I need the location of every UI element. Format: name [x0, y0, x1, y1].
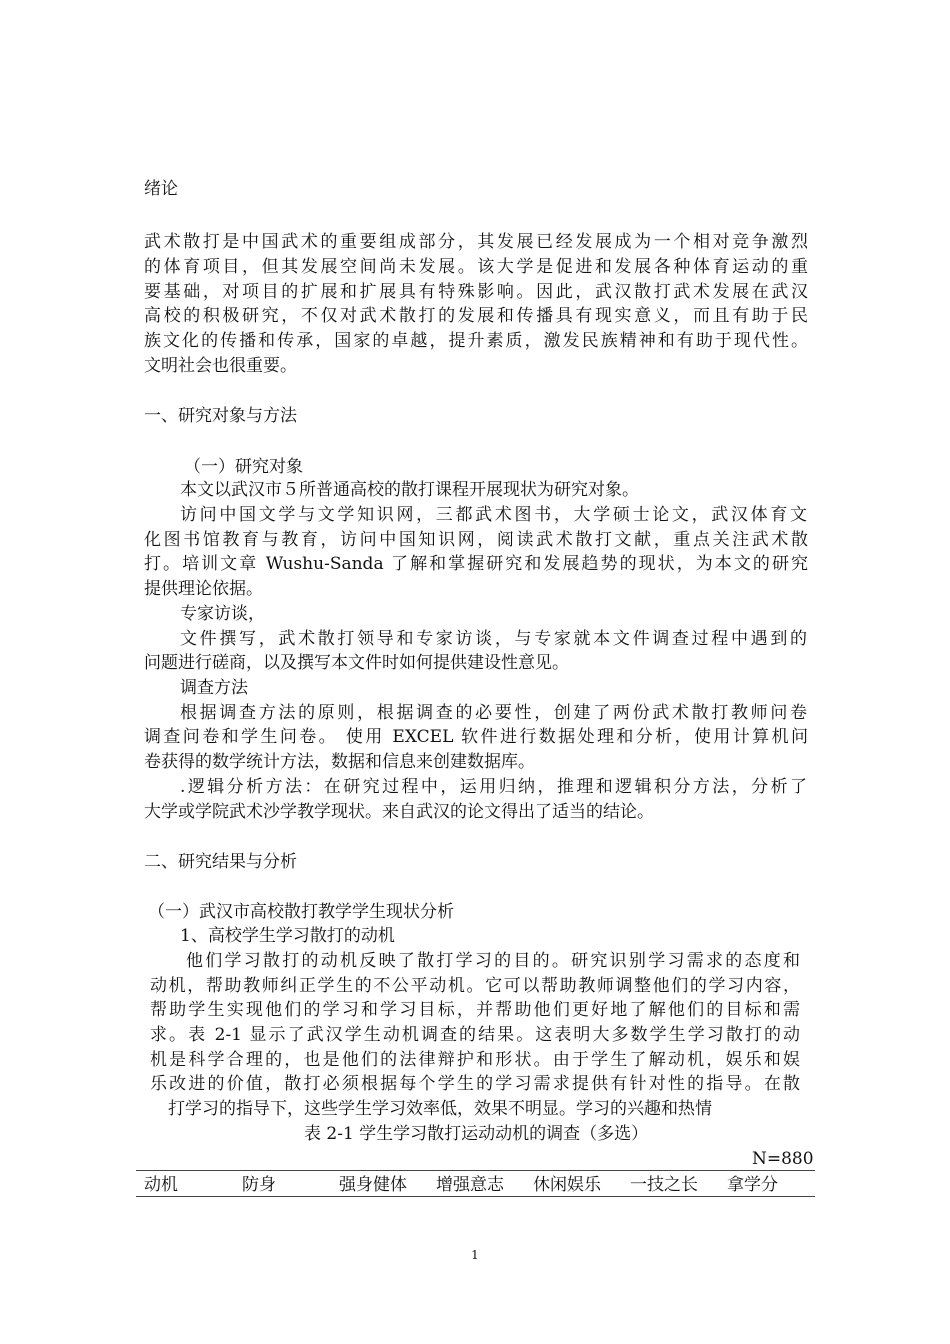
- sub2-heading: （一）武汉市高校散打教学学生现状分析: [148, 902, 454, 922]
- survey-line: 根据调查方法的原则，根据调查的必要性，创建了两份武术散打教师问卷: [180, 703, 807, 723]
- survey-heading: 调查方法: [180, 678, 248, 698]
- table-header-rule: [136, 1196, 815, 1197]
- intro-line: 武术散打是中国武术的重要组成部分，其发展已经发展成为一个相对竞争激烈: [144, 232, 808, 252]
- lit-line: 访问中国文学与文学知识网，三都武术图书，大学硕士论文，武汉体育文: [180, 505, 807, 525]
- table-header-cell: 拿学分: [727, 1175, 778, 1195]
- section2-heading: 二、研究结果与分析: [144, 852, 297, 872]
- intro-heading: 绪论: [144, 179, 178, 199]
- expert-line: 文件撰写，武术散打领导和专家访谈，与专家就本文件调查过程中遇到的: [180, 629, 807, 649]
- motive-line: 打学习的指导下，这些学生学习效率低，效果不明显。学习的兴趣和热情: [168, 1099, 712, 1119]
- motive-line: 机是科学合理的，也是他们的法律辩护和形状。由于学生了解动机，娱乐和娱: [150, 1050, 800, 1070]
- table-top-rule: [136, 1170, 815, 1171]
- sub2-item: 1、高校学生学习散打的动机: [180, 926, 395, 946]
- intro-line: 文明社会也很重要。: [144, 356, 297, 376]
- intro-line: 的体育项目，但其发展空间尚未发展。该大学是促进和发展各种体育运动的重: [144, 257, 808, 277]
- intro-line: 高校的积极研究，不仅对武术散打的发展和传播具有现实意义，而且有助于民: [144, 306, 808, 326]
- sub1-heading: （一）研究对象: [184, 457, 303, 477]
- motive-line: 他们学习散打的动机反映了散打学习的目的。研究识别学习需求的态度和: [186, 951, 800, 971]
- table-header-cell: 动机: [144, 1175, 178, 1195]
- lit-line: 化图书馆教育与教育，访问中国知识网，阅读武术散打文献，重点关注武术散: [144, 530, 808, 550]
- motive-line: 求。表 2-1 显示了武汉学生动机调查的结果。这表明大多数学生学习散打的动: [150, 1025, 800, 1045]
- lit-line: 提供理论依据。: [144, 579, 263, 599]
- expert-line: 问题进行磋商，以及撰写本文件时如何提供建设性意见。: [144, 653, 569, 673]
- table-n: N=880: [752, 1149, 814, 1169]
- intro-line: 要基础，对项目的扩展和扩展具有特殊影响。因此，武汉散打武术发展在武汉: [144, 282, 808, 302]
- intro-line: 族文化的传播和传承，国家的卓越，提升素质，激发民族精神和有助于现代性。: [144, 331, 808, 351]
- table-header-cell: 一技之长: [630, 1175, 698, 1195]
- survey-line: 调查问卷和学生问卷。 使用 EXCEL 软件进行数据处理和分析，使用计算机问: [144, 727, 808, 747]
- table-caption: 表 2-1 学生学习散打运动动机的调查（多选）: [304, 1124, 649, 1144]
- lit-line: 打。培训文章 Wushu-Sanda 了解和掌握研究和发展趋势的现状，为本文的研究: [144, 554, 808, 574]
- motive-line: 乐改进的价值，散打必须根据每个学生的学习需求提供有针对性的指导。在散: [150, 1074, 800, 1094]
- table-header-cell: 增强意志: [436, 1175, 504, 1195]
- logic-line: 大学或学院武术沙学教学现状。来自武汉的论文得出了适当的结论。: [144, 802, 654, 822]
- expert-heading: 专家访谈，: [180, 604, 265, 624]
- motive-line: 动机，帮助教师纠正学生的不公平动机。它可以帮助教师调整他们的学习内容，: [150, 976, 800, 996]
- table-header-cell: 强身健体: [339, 1175, 407, 1195]
- table-header-cell: 防身: [242, 1175, 276, 1195]
- section1-heading: 一、研究对象与方法: [144, 406, 297, 426]
- motive-line: 帮助学生实现他们的学习和学习目标，并帮助他们更好地了解他们的目标和需: [150, 1000, 800, 1020]
- page-number: 1: [471, 1248, 479, 1262]
- sub1-line: 本文以武汉市５所普通高校的散打课程开展现状为研究对象。: [180, 480, 639, 500]
- survey-line: 卷获得的数学统计方法，数据和信息来创建数据库。: [144, 752, 535, 772]
- table-header-cell: 休闲娱乐: [533, 1175, 601, 1195]
- logic-line: .逻辑分析方法：在研究过程中，运用归纳，推理和逻辑积分方法，分析了: [180, 777, 807, 797]
